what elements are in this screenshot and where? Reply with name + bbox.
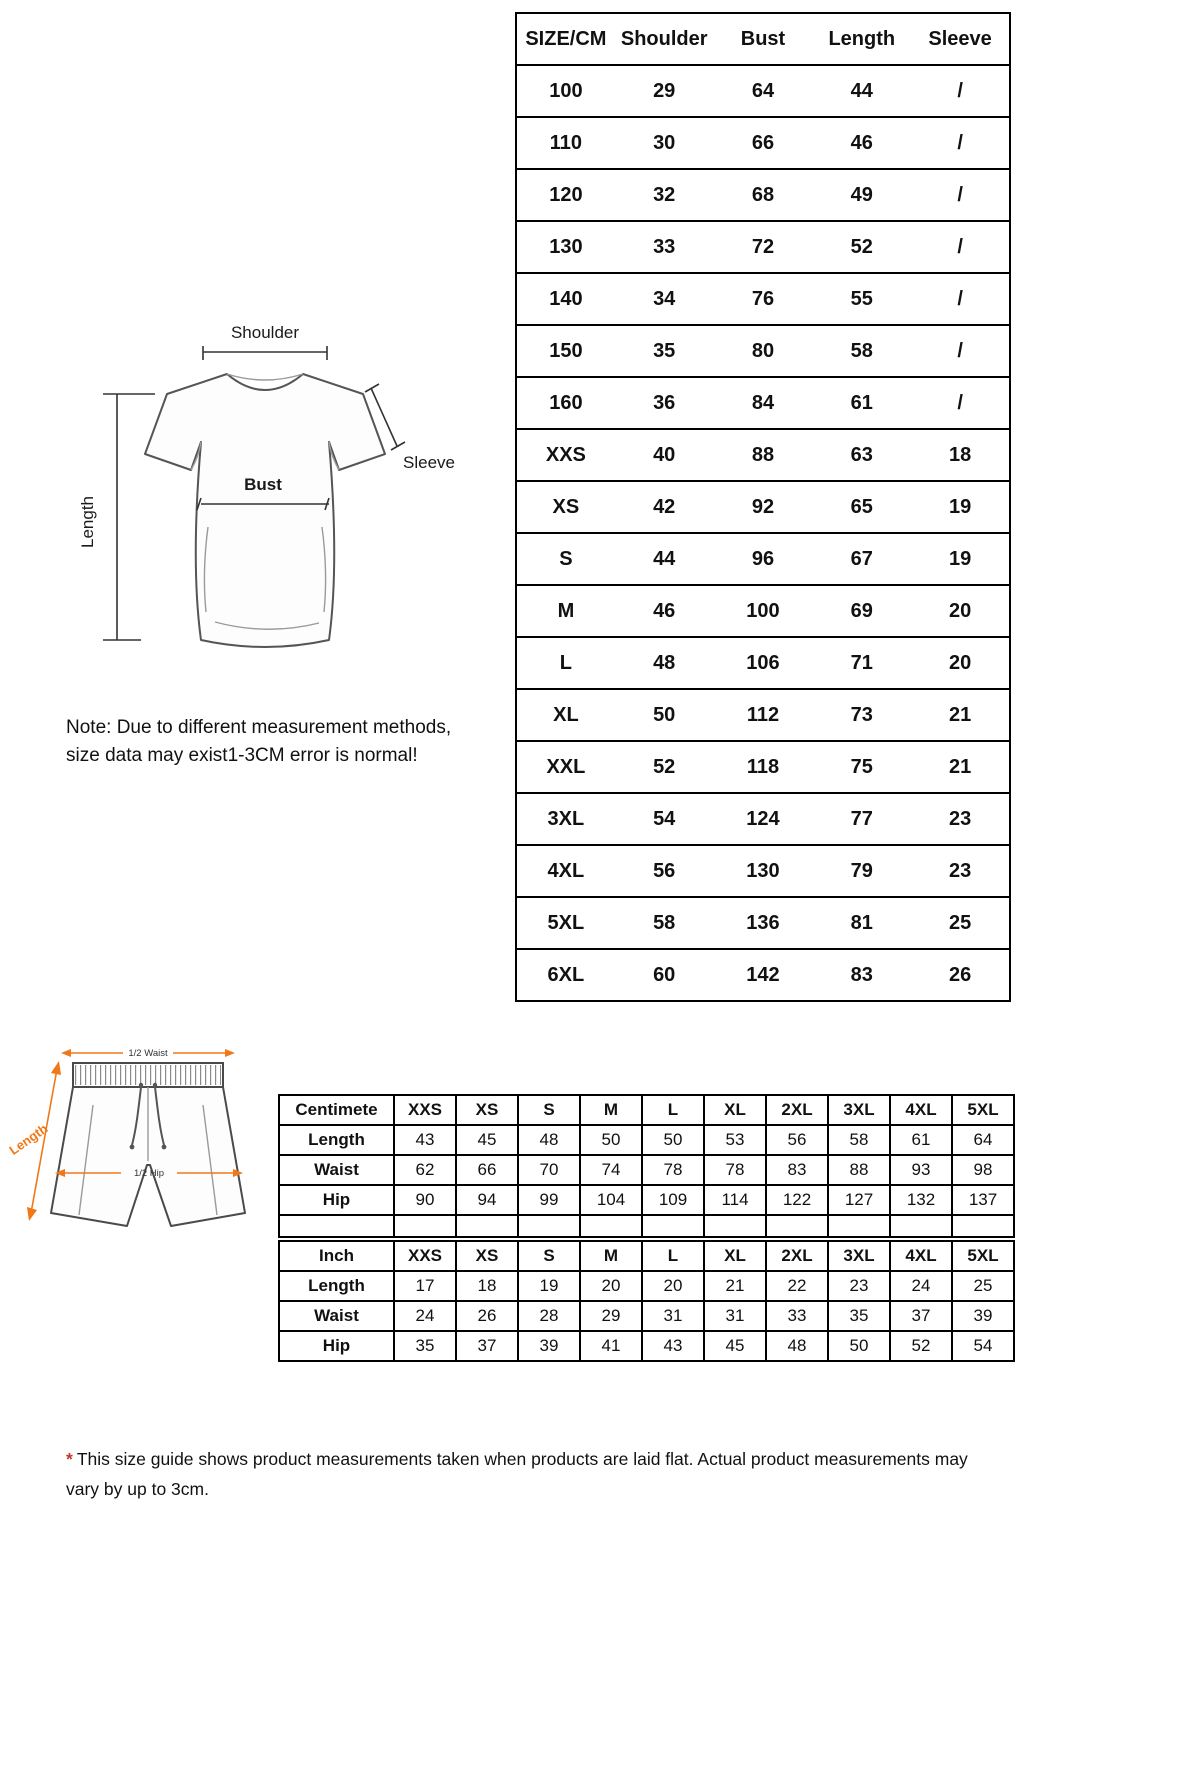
table-cell: 137 (952, 1185, 1014, 1215)
column-header: 3XL (828, 1095, 890, 1125)
table-cell: 93 (890, 1155, 952, 1185)
table-cell: 56 (766, 1125, 828, 1155)
table-cell: 78 (642, 1155, 704, 1185)
table-cell: 83 (766, 1155, 828, 1185)
table-row (516, 533, 1010, 585)
table-cell: 50 (828, 1331, 890, 1361)
footer-note-line1-wrap (66, 1445, 1066, 1475)
table-cell: 60 (615, 949, 714, 1001)
table-cell: 32 (615, 169, 714, 221)
tshirt-diagram-svg (55, 322, 485, 697)
table-cell: 132 (890, 1185, 952, 1215)
table-cell: 30 (615, 117, 714, 169)
table-row (279, 1271, 1014, 1301)
table-cell: 109 (642, 1185, 704, 1215)
table-cell: 58 (828, 1125, 890, 1155)
length-measure-line (103, 394, 155, 640)
table-cell: 29 (615, 65, 714, 117)
table-cell (704, 1215, 766, 1237)
column-header: 5XL (952, 1095, 1014, 1125)
table-cell: 66 (714, 117, 813, 169)
measurement-note (66, 714, 526, 769)
table-cell: S (516, 533, 615, 585)
table-cell: 5XL (516, 897, 615, 949)
half-waist-arrowhead-left (61, 1049, 71, 1057)
shorts-grommet-left (139, 1083, 143, 1087)
column-header: XXS (394, 1241, 456, 1271)
column-header: Bust (714, 13, 813, 65)
table-cell: 45 (704, 1331, 766, 1361)
table-cell: 72 (714, 221, 813, 273)
tshirt-size-table (515, 12, 1011, 1002)
table-row (516, 169, 1010, 221)
table-cell: / (911, 221, 1010, 273)
table-cell: 122 (766, 1185, 828, 1215)
table-cell: XL (516, 689, 615, 741)
table-cell: 44 (615, 533, 714, 585)
table-cell: 120 (516, 169, 615, 221)
table-cell: 29 (580, 1301, 642, 1331)
table-cell: 69 (812, 585, 911, 637)
table-cell: 48 (518, 1125, 580, 1155)
table-cell: 48 (766, 1331, 828, 1361)
table-cell: 52 (890, 1331, 952, 1361)
table-row (279, 1301, 1014, 1331)
table-cell: 68 (714, 169, 813, 221)
table-cell: 20 (911, 637, 1010, 689)
table-header-row (279, 1095, 1014, 1125)
table-cell: / (911, 117, 1010, 169)
table-cell: Waist (279, 1301, 394, 1331)
table-cell: 33 (615, 221, 714, 273)
column-header: Inch (279, 1241, 394, 1271)
table-row (516, 637, 1010, 689)
table-cell: 6XL (516, 949, 615, 1001)
table-cell: 35 (828, 1301, 890, 1331)
table-cell: 61 (812, 377, 911, 429)
table-cell: 21 (704, 1271, 766, 1301)
table-cell: 4XL (516, 845, 615, 897)
table-cell: 31 (642, 1301, 704, 1331)
column-header: Sleeve (911, 13, 1010, 65)
table-cell: 3XL (516, 793, 615, 845)
table-cell: 58 (615, 897, 714, 949)
column-header: Centimete (279, 1095, 394, 1125)
table-cell: 58 (812, 325, 911, 377)
table-cell: 64 (714, 65, 813, 117)
sleeve-label: Sleeve (403, 453, 455, 472)
table-cell (456, 1215, 518, 1237)
column-header: 4XL (890, 1095, 952, 1125)
column-header: M (580, 1095, 642, 1125)
table-cell: 130 (516, 221, 615, 273)
table-cell: 33 (766, 1301, 828, 1331)
table-cell: 118 (714, 741, 813, 793)
table-cell: 55 (812, 273, 911, 325)
table-cell (518, 1215, 580, 1237)
table-row (516, 481, 1010, 533)
table-row (279, 1125, 1014, 1155)
table-cell: 23 (911, 793, 1010, 845)
table-cell: M (516, 585, 615, 637)
table-cell: 76 (714, 273, 813, 325)
table-cell: 81 (812, 897, 911, 949)
table-row (516, 325, 1010, 377)
table-cell: 92 (714, 481, 813, 533)
column-header: L (642, 1095, 704, 1125)
table-cell: 54 (952, 1331, 1014, 1361)
shoulder-measure-line (203, 346, 327, 360)
table-row (516, 949, 1010, 1001)
table-cell: 80 (714, 325, 813, 377)
table-cell: 100 (714, 585, 813, 637)
shoulder-label: Shoulder (230, 323, 300, 342)
table-cell: 50 (580, 1125, 642, 1155)
table-cell: 79 (812, 845, 911, 897)
footer-note-line1: This size guide shows product measurements taken when products are laid flat. Actual product measurements may (76, 1449, 968, 1469)
table-cell: XXS (516, 429, 615, 481)
table-row (516, 845, 1010, 897)
table-cell: 22 (766, 1271, 828, 1301)
table-cell: 99 (518, 1185, 580, 1215)
table-cell: 90 (394, 1185, 456, 1215)
table-cell: 52 (615, 741, 714, 793)
table-cell: 24 (394, 1301, 456, 1331)
table-row (516, 689, 1010, 741)
table-cell: / (911, 169, 1010, 221)
table-cell: / (911, 273, 1010, 325)
table-cell: 78 (704, 1155, 766, 1185)
table-row (279, 1155, 1014, 1185)
column-header: XXS (394, 1095, 456, 1125)
table-row (516, 585, 1010, 637)
tshirt-outline (145, 374, 385, 647)
table-cell: 53 (704, 1125, 766, 1155)
table-cell: 65 (812, 481, 911, 533)
table-cell: 31 (704, 1301, 766, 1331)
column-header: 2XL (766, 1241, 828, 1271)
table-cell: 88 (828, 1155, 890, 1185)
table-cell: 42 (615, 481, 714, 533)
column-header: XL (704, 1095, 766, 1125)
table-cell: 25 (952, 1271, 1014, 1301)
half-waist-label: 1/2 Waist (128, 1048, 168, 1059)
shorts-inch-table (278, 1240, 1015, 1362)
table-cell: 26 (911, 949, 1010, 1001)
table-cell: 50 (642, 1125, 704, 1155)
table-cell: 37 (456, 1331, 518, 1361)
half-hip-label: 1/2 Hip (133, 1168, 165, 1179)
table-cell: 112 (714, 689, 813, 741)
table-cell: 54 (615, 793, 714, 845)
table-cell: 40 (615, 429, 714, 481)
table-cell: 50 (615, 689, 714, 741)
table-cell: 39 (952, 1301, 1014, 1331)
shorts-cm-table (278, 1094, 1015, 1238)
table-row (516, 221, 1010, 273)
table-row (516, 117, 1010, 169)
table-cell: 21 (911, 689, 1010, 741)
column-header: M (580, 1241, 642, 1271)
table-cell: 45 (456, 1125, 518, 1155)
table-cell: Length (279, 1271, 394, 1301)
column-header: Shoulder (615, 13, 714, 65)
table-cell: 140 (516, 273, 615, 325)
table-cell: 63 (812, 429, 911, 481)
shorts-grommet-right (153, 1083, 157, 1087)
table-cell: 35 (615, 325, 714, 377)
table-cell: 106 (714, 637, 813, 689)
table-cell: 127 (828, 1185, 890, 1215)
column-header: 4XL (890, 1241, 952, 1271)
table-cell: 25 (911, 897, 1010, 949)
shorts-length-arrowhead-top (51, 1061, 61, 1075)
shorts-aglet-left (130, 1145, 135, 1150)
table-cell: 98 (952, 1155, 1014, 1185)
table-cell: 77 (812, 793, 911, 845)
table-row (516, 65, 1010, 117)
column-header: 5XL (952, 1241, 1014, 1271)
table-cell: 100 (516, 65, 615, 117)
table-cell (642, 1215, 704, 1237)
measurement-note-line1: Note: Due to different measurement methods, (66, 717, 452, 738)
table-cell: 71 (812, 637, 911, 689)
table-cell: 35 (394, 1331, 456, 1361)
table-cell: 94 (456, 1185, 518, 1215)
length-label: Length (78, 496, 97, 548)
table-row (279, 1331, 1014, 1361)
shorts-diagram-svg (5, 1035, 315, 1270)
table-cell: 110 (516, 117, 615, 169)
table-cell: 41 (580, 1331, 642, 1361)
table-row (516, 793, 1010, 845)
table-cell (580, 1215, 642, 1237)
table-cell: 88 (714, 429, 813, 481)
table-cell: 160 (516, 377, 615, 429)
table-cell: 17 (394, 1271, 456, 1301)
table-cell: 36 (615, 377, 714, 429)
table-row (279, 1215, 1014, 1237)
table-cell: / (911, 65, 1010, 117)
footer-note-line2: vary by up to 3cm. (66, 1478, 209, 1499)
table-cell (952, 1215, 1014, 1237)
table-header-row (279, 1241, 1014, 1271)
table-cell: 62 (394, 1155, 456, 1185)
tshirt-diagram (55, 322, 485, 697)
table-cell: / (911, 325, 1010, 377)
table-cell: 114 (704, 1185, 766, 1215)
table-cell: 19 (518, 1271, 580, 1301)
table-cell: 150 (516, 325, 615, 377)
table-cell: 19 (911, 533, 1010, 585)
column-header: 2XL (766, 1095, 828, 1125)
table-cell: 28 (518, 1301, 580, 1331)
half-waist-arrowhead-right (225, 1049, 235, 1057)
table-cell: 43 (642, 1331, 704, 1361)
table-cell: 67 (812, 533, 911, 585)
table-cell: XS (516, 481, 615, 533)
column-header: XS (456, 1241, 518, 1271)
table-cell (766, 1215, 828, 1237)
table-cell: 73 (812, 689, 911, 741)
table-cell: 20 (642, 1271, 704, 1301)
table-row (516, 897, 1010, 949)
measurement-note-line2: size data may exist1-3CM error is normal! (66, 744, 418, 766)
table-cell: 23 (828, 1271, 890, 1301)
table-cell: 142 (714, 949, 813, 1001)
table-row (516, 273, 1010, 325)
table-cell (394, 1215, 456, 1237)
shorts-length-label: Length (6, 1120, 51, 1158)
column-header: XS (456, 1095, 518, 1125)
column-header: L (642, 1241, 704, 1271)
table-row (516, 741, 1010, 793)
table-header-row (516, 13, 1010, 65)
table-cell: 49 (812, 169, 911, 221)
table-row (279, 1185, 1014, 1215)
table-cell (828, 1215, 890, 1237)
table-cell: 84 (714, 377, 813, 429)
table-cell: 37 (890, 1301, 952, 1331)
column-header: S (518, 1241, 580, 1271)
table-cell: 23 (911, 845, 1010, 897)
column-header: XL (704, 1241, 766, 1271)
table-cell (279, 1215, 394, 1237)
table-cell: 61 (890, 1125, 952, 1155)
column-header: S (518, 1095, 580, 1125)
table-cell: 26 (456, 1301, 518, 1331)
footer-asterisk: * (66, 1449, 73, 1469)
footer-note (66, 1445, 1066, 1505)
table-cell: L (516, 637, 615, 689)
table-cell: 96 (714, 533, 813, 585)
shorts-length-arrowhead-bottom (27, 1207, 37, 1221)
table-cell: 70 (518, 1155, 580, 1185)
table-cell: 83 (812, 949, 911, 1001)
table-row (516, 377, 1010, 429)
shorts-diagram (5, 1035, 315, 1270)
table-cell: 44 (812, 65, 911, 117)
shorts-aglet-right (162, 1145, 167, 1150)
table-cell: 136 (714, 897, 813, 949)
table-cell: 56 (615, 845, 714, 897)
table-cell: 18 (911, 429, 1010, 481)
table-cell (890, 1215, 952, 1237)
table-cell: / (911, 377, 1010, 429)
table-cell: 20 (911, 585, 1010, 637)
column-header: Length (812, 13, 911, 65)
table-cell: 34 (615, 273, 714, 325)
table-cell: 46 (812, 117, 911, 169)
column-header: SIZE/CM (516, 13, 615, 65)
table-cell: Hip (279, 1331, 394, 1361)
table-cell: 75 (812, 741, 911, 793)
table-cell: 19 (911, 481, 1010, 533)
table-cell: 18 (456, 1271, 518, 1301)
table-cell: 21 (911, 741, 1010, 793)
table-cell: Hip (279, 1185, 394, 1215)
column-header: 3XL (828, 1241, 890, 1271)
table-cell: 74 (580, 1155, 642, 1185)
table-cell: 104 (580, 1185, 642, 1215)
table-cell: 20 (580, 1271, 642, 1301)
table-cell: 48 (615, 637, 714, 689)
table-cell: Waist (279, 1155, 394, 1185)
table-row (516, 429, 1010, 481)
table-cell: 52 (812, 221, 911, 273)
table-cell: 39 (518, 1331, 580, 1361)
tshirt-collar (227, 374, 303, 380)
bust-label: Bust (244, 475, 282, 494)
table-cell: 66 (456, 1155, 518, 1185)
table-cell: 64 (952, 1125, 1014, 1155)
table-cell: XXL (516, 741, 615, 793)
table-cell: 124 (714, 793, 813, 845)
table-cell: Length (279, 1125, 394, 1155)
table-cell: 43 (394, 1125, 456, 1155)
table-cell: 46 (615, 585, 714, 637)
table-cell: 24 (890, 1271, 952, 1301)
table-cell: 130 (714, 845, 813, 897)
